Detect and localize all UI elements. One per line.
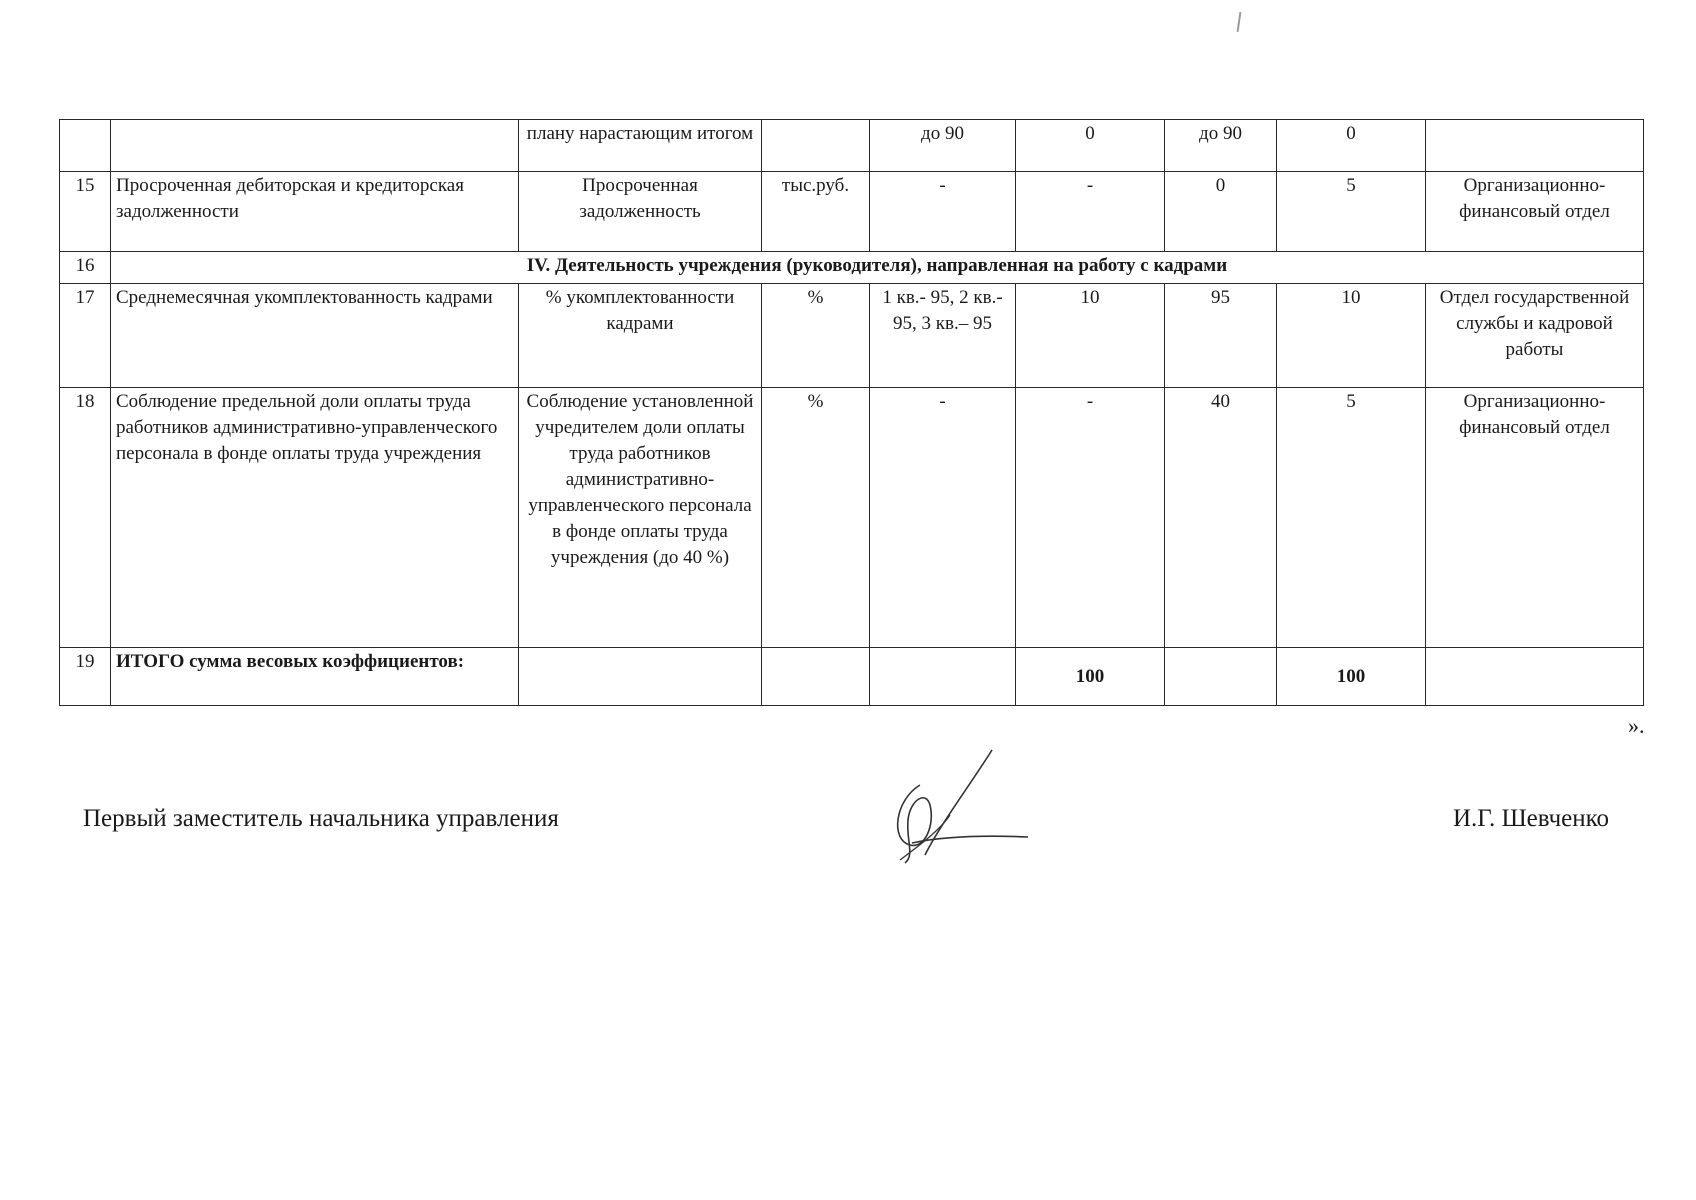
cell-name: Просроченная дебиторская и кредиторская задолженности xyxy=(111,172,519,252)
table-row-19-total xyxy=(60,648,1644,706)
table-row-16-section xyxy=(60,252,1644,284)
cell-name xyxy=(111,120,519,172)
table-row-18 xyxy=(60,388,1644,648)
cell-col8: 10 xyxy=(1277,284,1426,388)
cell-num: 17 xyxy=(60,284,111,388)
cell-responsible: Организационно-финансовый отдел xyxy=(1426,388,1644,648)
cell-unit: % xyxy=(762,284,870,388)
cell-col5 xyxy=(870,648,1016,706)
indicators-table xyxy=(59,119,1644,706)
cell-col5: до 90 xyxy=(870,120,1016,172)
cell-col8: 0 xyxy=(1277,120,1426,172)
cell-col7: 40 xyxy=(1165,388,1277,648)
cell-unit: % xyxy=(762,388,870,648)
cell-col8: 5 xyxy=(1277,172,1426,252)
section-heading: IV. Деятельность учреждения (руководителя), направленная на работу с кадрами xyxy=(111,252,1644,284)
table-row-continued xyxy=(60,120,1644,172)
cell-col6: 0 xyxy=(1016,120,1165,172)
cell-responsible xyxy=(1426,648,1644,706)
cell-col7 xyxy=(1165,648,1277,706)
cell-name: Среднемесячная укомплектованность кадрами xyxy=(111,284,519,388)
cell-col5: 1 кв.- 95, 2 кв.- 95, 3 кв.– 95 xyxy=(870,284,1016,388)
cell-col8: 5 xyxy=(1277,388,1426,648)
cell-indicator: плану нарастающим итогом xyxy=(519,120,762,172)
cell-col5: - xyxy=(870,172,1016,252)
cell-col6: 10 xyxy=(1016,284,1165,388)
cell-col7: до 90 xyxy=(1165,120,1277,172)
cell-indicator: % укомплектованности кадрами xyxy=(519,284,762,388)
cell-indicator: Соблюдение установленной учредителем доли оплаты труда работников административно-управленческого персонала в фонде оплаты труда учреждения (до 40 %) xyxy=(519,388,762,648)
cell-unit: тыс.руб. xyxy=(762,172,870,252)
cell-num: 15 xyxy=(60,172,111,252)
signer-name: И.Г. Шевченко xyxy=(1453,805,1610,832)
cell-responsible: Организационно-финансовый отдел xyxy=(1426,172,1644,252)
cell-responsible: Отдел государственной службы и кадровой работы xyxy=(1426,284,1644,388)
cell-indicator: Просроченная задолженность xyxy=(519,172,762,252)
total-col6: 100 xyxy=(1016,648,1165,706)
cell-num: 19 xyxy=(60,648,111,706)
cell-col7: 95 xyxy=(1165,284,1277,388)
cell-col5: - xyxy=(870,388,1016,648)
total-col8: 100 xyxy=(1277,648,1426,706)
table-row-15 xyxy=(60,172,1644,252)
cell-col6: - xyxy=(1016,172,1165,252)
closing-quote: ». xyxy=(1628,713,1645,738)
cell-col6: - xyxy=(1016,388,1165,648)
cell-num: 16 xyxy=(60,252,111,284)
handwritten-signature xyxy=(880,745,1030,870)
cell-col7: 0 xyxy=(1165,172,1277,252)
page-corner-mark xyxy=(1237,12,1242,32)
cell-unit xyxy=(762,648,870,706)
cell-unit xyxy=(762,120,870,172)
cell-responsible xyxy=(1426,120,1644,172)
cell-num xyxy=(60,120,111,172)
cell-name: Соблюдение предельной доли оплаты труда работников административно-управленческого персонала в фонде оплаты труда учреждения xyxy=(111,388,519,648)
table-row-17 xyxy=(60,284,1644,388)
signer-title: Первый заместитель начальника управления xyxy=(83,805,559,832)
cell-indicator xyxy=(519,648,762,706)
total-label: ИТОГО сумма весовых коэффициентов: xyxy=(111,648,519,706)
cell-num: 18 xyxy=(60,388,111,648)
